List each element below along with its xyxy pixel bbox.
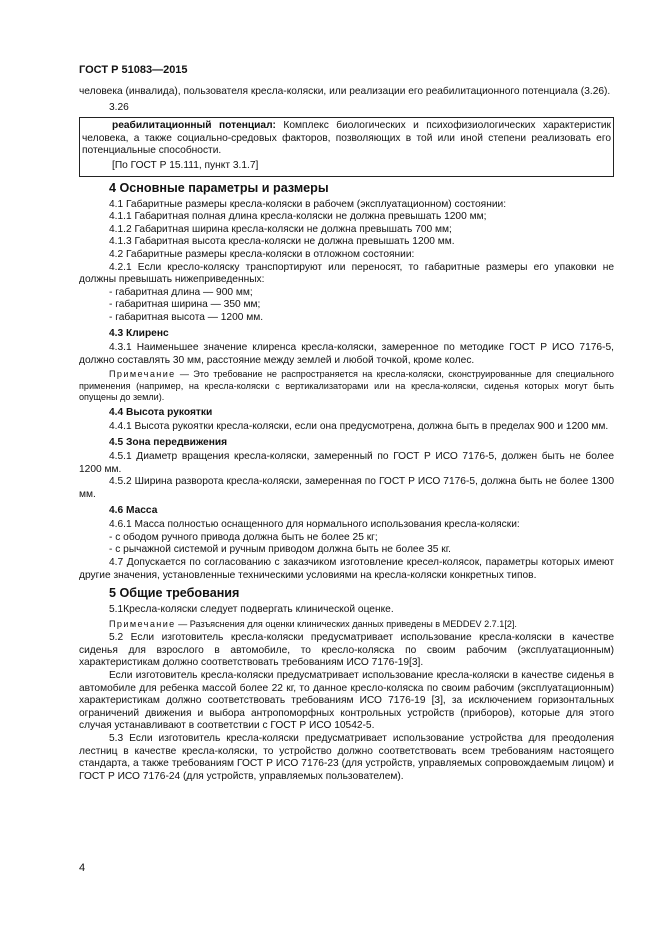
list-item: - габаритная длина — 900 мм; — [109, 286, 253, 298]
page-number: 4 — [79, 862, 86, 874]
paragraph-4-2: 4.2 Габаритные размеры кресла-коляски в отложном состоянии: — [109, 248, 415, 260]
term-name: реабилитационный потенциал: — [112, 120, 276, 132]
document-header: ГОСТ Р 51083—2015 — [79, 64, 188, 76]
list-item: - габаритная ширина — 350 мм; — [109, 299, 261, 311]
note-text: — Это требование не распространяется на кресла-коляски, сконструированные для специального применения (например, на кресла-коляски с вертикализаторами или на кресла-коляски, сиденья которых могут быть опущены до земли). — [79, 369, 614, 403]
definition-paragraph — [80, 120, 613, 158]
paragraph-5-2: 5.2 Если изготовитель кресла-коляски предусматривает использование кресла-коляски в качестве сиденья для взрослого в автомобиле, то кресло-коляска по своим рабочим (эксплуатационным) характеристикам должно соответствовать требованиям ИСО 7176-19[3]. — [79, 632, 614, 669]
paragraph-4-1-2: 4.1.2 Габаритная ширина кресла-коляски не должна превышать 700 мм; — [109, 223, 452, 235]
term-number: 3.26 — [109, 101, 129, 113]
paragraph-4-1: 4.1 Габаритные размеры кресла-коляски в рабочем (эксплуатационном) состоянии: — [109, 198, 507, 210]
section-4-title: 4 Основные параметры и размеры — [109, 180, 329, 195]
paragraph-5-2-continued: Если изготовитель кресла-коляски предусматривает использование кресла-коляски в качестве сиденья в автомобиле для ребенка массой более 22 кг, то данное кресло-коляска по своим рабочим (эксплуатационным) характеристикам должно соответствовать требованиям ИСО 7176-19 [3], за исключением горизонтальных ограничений движения и выбора антропоморфных контрольных устройств (приборов), которые для этого случая устанавливают в соответствии с ГОСТ Р ИСО 10542-5. — [79, 670, 614, 732]
intro-paragraph: человека (инвалида), пользователя кресла-коляски, или реализации его реабилитационного потенциала (3.26). — [79, 86, 611, 97]
paragraph-4-1-3: 4.1.3 Габаритная высота кресла-коляски не должна превышать 1200 мм. — [109, 236, 455, 248]
list-item: - с рычажной системой и ручным приводом должна быть не более 35 кг. — [109, 544, 451, 556]
definition-source: [По ГОСТ Р 15.111, пункт 3.1.7] — [112, 159, 259, 171]
note-4-3 — [79, 369, 614, 403]
term-definition: Комплекс биологических и психофизиологических характеристик человека, а также социально-средовых факторов, позволяющих в той или иной степени реализовать его потенциальные способности. — [82, 120, 612, 157]
paragraph-4-2-1: 4.2.1 Если кресло-коляску транспортируют или переносят, то габаритные размеры его упаковки не должны превышать нижеприведенных: — [79, 261, 614, 286]
note-5-1 — [79, 619, 614, 630]
note-label: Примечание — [109, 618, 176, 629]
paragraph-5-1: 5.1Кресла-коляски следует подвергать клинической оценке. — [109, 604, 394, 616]
page-content — [79, 86, 614, 783]
paragraph-5-3: 5.3 Если изготовитель кресла-коляски предусматривает использование устройства для преодоления лестниц в качестве кресла-коляски, то устройство должно соответствовать всем требованиям настоящего стандарта, а также требованиям ГОСТ Р ИСО 7176-23 (для устройств, управляемых сопровождаемым лицом) и ГОСТ Р ИСО 7176-24 (для устройств, управляемых пользователем). — [79, 732, 614, 782]
heading-4-3: 4.3 Клиренс — [109, 327, 169, 339]
note-text: — Разъяснения для оценки клинических данных приведены в MEDDEV 2.7.1[2]. — [175, 618, 517, 629]
list-item: - габаритная высота — 1200 мм. — [109, 311, 264, 323]
definition-box — [79, 117, 614, 176]
paragraph-4-3-1: 4.3.1 Наименьшее значение клиренса кресла-коляски, замеренное по методике ГОСТ Р ИСО 7176-5, должно составлять 30 мм, расстояние между землей и любой точкой, кроме колес. — [79, 342, 614, 366]
paragraph-4-1-1: 4.1.1 Габаритная полная длина кресла-коляски не должна превышать 1200 мм; — [109, 211, 487, 223]
note-label: Примечание — [109, 369, 176, 380]
heading-4-4: 4.4 Высота рукоятки — [109, 406, 213, 418]
paragraph-4-6-1: 4.6.1 Масса полностью оснащенного для нормального использования кресла-коляски: — [109, 519, 520, 531]
section-5-title: 5 Общие требования — [109, 586, 240, 601]
list-item: - с ободом ручного привода должна быть не более 25 кг; — [109, 531, 378, 543]
heading-4-5: 4.5 Зона передвижения — [109, 436, 228, 448]
paragraph-4-5-1: 4.5.1 Диаметр вращения кресла-коляски, замеренный по ГОСТ Р ИСО 7176-5, должен быть не более 1200 мм. — [79, 451, 614, 475]
heading-4-6: 4.6 Масса — [109, 504, 158, 516]
paragraph-4-4-1: 4.4.1 Высота рукоятки кресла-коляски, если она предусмотрена, должна быть в пределах 900 и 1200 мм. — [109, 421, 609, 433]
paragraph-4-7: 4.7 Допускается по согласованию с заказчиком изготовление кресел-колясок, параметры которых имеют другие значения, установленные техническими условиями на кресла-коляски конкретных типов. — [79, 557, 614, 581]
paragraph-4-5-2: 4.5.2 Ширина разворота кресла-коляски, замеренная по ГОСТ Р ИСО 7176-5, должна быть не более 1300 мм. — [79, 476, 614, 501]
